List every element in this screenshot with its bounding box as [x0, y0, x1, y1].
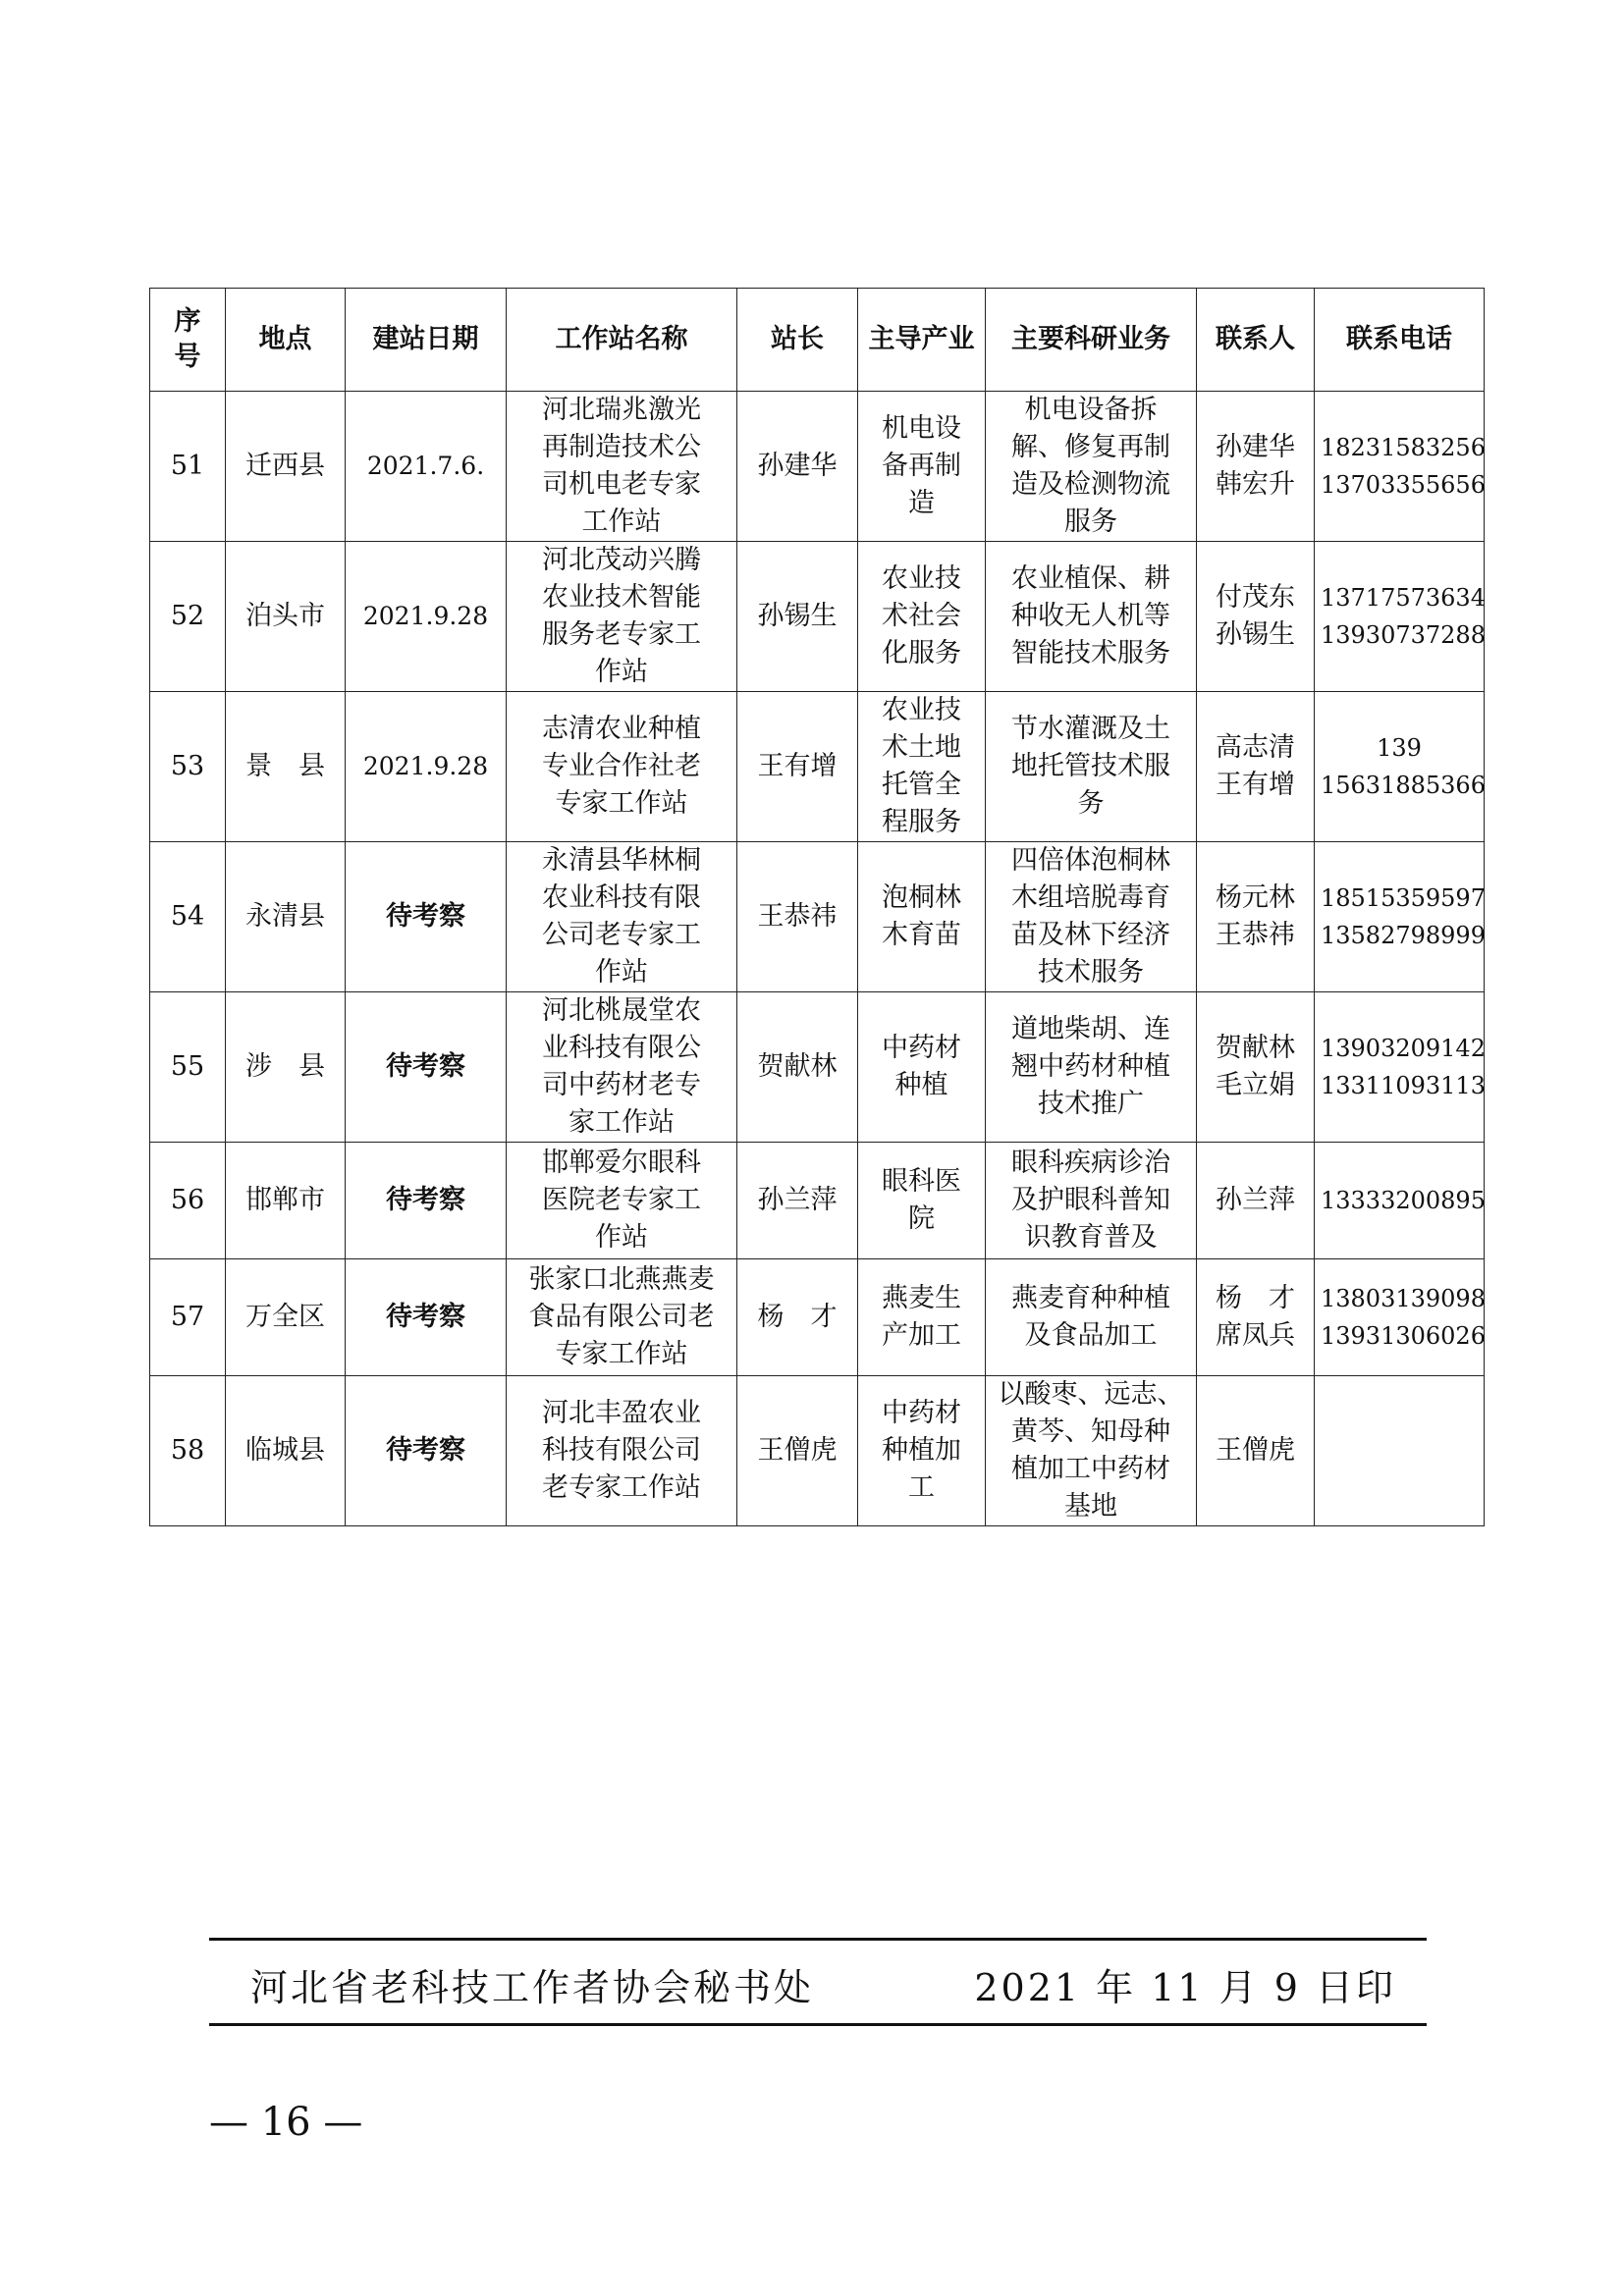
header-business: 主要科研业务	[986, 289, 1197, 392]
cell-location: 临城县	[226, 1376, 346, 1526]
cell-industry-line: 备再制	[882, 451, 961, 481]
cell-business-line: 技术服务	[1038, 957, 1144, 988]
cell-contact-line: 高志清	[1216, 732, 1295, 763]
cell-phone-line: 13930737288	[1321, 621, 1486, 649]
table-row	[150, 1259, 1485, 1376]
cell-phone-line: 13931306026	[1321, 1322, 1486, 1350]
cell-industry	[858, 392, 986, 542]
cell-phone-line: 13333200895	[1321, 1187, 1486, 1214]
footer-org: 河北省老科技工作者协会秘书处	[250, 1966, 815, 2009]
cell-contact-line: 杨 才	[1216, 1283, 1295, 1313]
header-location: 地点	[226, 289, 346, 392]
cell-business-line: 智能技术服务	[1011, 638, 1170, 668]
header-date: 建站日期	[346, 289, 507, 392]
cell-location: 永清县	[226, 842, 346, 992]
cell-name	[507, 1143, 737, 1259]
cell-industry-line: 院	[908, 1203, 935, 1234]
cell-head: 王僧虎	[737, 1376, 858, 1526]
cell-business-line: 种收无人机等	[1011, 601, 1170, 631]
cell-contact	[1197, 542, 1315, 692]
cell-seq: 51	[150, 392, 226, 542]
cell-name	[507, 692, 737, 842]
cell-phone-line: 139	[1377, 734, 1422, 762]
cell-contact-line: 王僧虎	[1216, 1435, 1295, 1466]
cell-phone-line: 15631885366	[1321, 772, 1486, 799]
cell-name-line: 河北瑞兆激光	[542, 395, 701, 425]
cell-name-line: 河北丰盈农业	[542, 1398, 701, 1428]
cell-industry-line: 术社会	[882, 601, 961, 631]
cell-industry	[858, 692, 986, 842]
cell-name-line: 邯郸爱尔眼科	[542, 1148, 701, 1178]
cell-head: 王有增	[737, 692, 858, 842]
cell-contact	[1197, 692, 1315, 842]
cell-industry-line: 眼科医	[882, 1166, 961, 1197]
cell-business-line: 及护眼科普知	[1011, 1185, 1170, 1215]
cell-business-line: 翘中药材种植	[1011, 1051, 1170, 1082]
cell-phone-line: 18515359597	[1321, 884, 1486, 912]
cell-business	[986, 692, 1197, 842]
cell-phone-line: 13311093113	[1321, 1072, 1486, 1099]
footer-print-date: 2021 年 11 月 9 日印	[974, 1966, 1396, 2009]
page-number: — 16 —	[209, 2100, 363, 2145]
cell-seq: 54	[150, 842, 226, 992]
cell-phone	[1315, 1376, 1485, 1526]
cell-business-line: 机电设备拆	[1024, 395, 1158, 425]
cell-industry-line: 种植	[894, 1070, 948, 1100]
cell-name-line: 再制造技术公	[542, 432, 701, 462]
cell-name-line: 专家工作站	[555, 1339, 688, 1369]
cell-business-line: 道地柴胡、连	[1011, 1014, 1170, 1044]
cell-name-line: 业科技有限公	[542, 1033, 701, 1063]
cell-name	[507, 1259, 737, 1376]
cell-date: 待考察	[346, 992, 507, 1143]
cell-name-line: 司机电老专家	[542, 469, 701, 500]
cell-contact-line: 贺献林	[1216, 1033, 1295, 1063]
cell-contact-line: 王恭祎	[1216, 920, 1295, 950]
cell-location: 迁西县	[226, 392, 346, 542]
header-name: 工作站名称	[507, 289, 737, 392]
cell-name	[507, 1376, 737, 1526]
cell-name-line: 永清县华林桐	[542, 845, 701, 876]
table-row	[150, 1376, 1485, 1526]
cell-business-line: 服务	[1064, 507, 1117, 537]
cell-industry-line: 机电设	[882, 413, 961, 444]
cell-business-line: 燕麦育种种植	[1011, 1283, 1170, 1313]
table-row	[150, 842, 1485, 992]
cell-business-line: 解、修复再制	[1011, 432, 1170, 462]
cell-name-line: 食品有限公司老	[528, 1302, 715, 1332]
cell-business-line: 农业植保、耕	[1011, 563, 1170, 594]
cell-industry-line: 木育苗	[882, 920, 961, 950]
cell-seq: 56	[150, 1143, 226, 1259]
cell-industry-line: 种植加	[882, 1435, 961, 1466]
cell-phone	[1315, 992, 1485, 1143]
cell-name-line: 科技有限公司	[542, 1435, 701, 1466]
cell-business-line: 苗及林下经济	[1011, 920, 1170, 950]
header-seq: 序 号	[150, 289, 226, 392]
cell-contact-line: 付茂东	[1216, 582, 1295, 613]
cell-phone	[1315, 842, 1485, 992]
cell-industry-line: 产加工	[882, 1320, 961, 1351]
cell-business-line: 造及检测物流	[1011, 469, 1170, 500]
header-phone: 联系电话	[1315, 289, 1485, 392]
cell-date: 2021.9.28	[346, 692, 507, 842]
cell-industry-line: 造	[908, 488, 935, 518]
cell-contact-line: 孙兰萍	[1216, 1185, 1295, 1215]
cell-contact	[1197, 392, 1315, 542]
cell-head: 贺献林	[737, 992, 858, 1143]
footer-rule-top	[209, 1938, 1427, 1941]
cell-name-line: 服务老专家工	[542, 619, 701, 650]
cell-location: 涉 县	[226, 992, 346, 1143]
cell-date: 2021.7.6.	[346, 392, 507, 542]
cell-business-line: 基地	[1064, 1491, 1117, 1522]
table-row	[150, 542, 1485, 692]
cell-date: 2021.9.28	[346, 542, 507, 692]
cell-contact	[1197, 1259, 1315, 1376]
cell-industry-line: 术土地	[882, 732, 961, 763]
cell-industry-line: 农业技	[882, 695, 961, 725]
cell-name	[507, 392, 737, 542]
cell-business	[986, 992, 1197, 1143]
cell-location: 泊头市	[226, 542, 346, 692]
cell-name-line: 专家工作站	[555, 788, 688, 819]
cell-name-line: 专业合作社老	[542, 751, 701, 781]
cell-industry-line: 程服务	[882, 807, 961, 837]
cell-location: 万全区	[226, 1259, 346, 1376]
cell-business	[986, 1376, 1197, 1526]
cell-date: 待考察	[346, 842, 507, 992]
cell-business-line: 地托管技术服	[1011, 751, 1170, 781]
footer-rule-bottom	[209, 2023, 1427, 2026]
cell-head: 孙锡生	[737, 542, 858, 692]
cell-contact	[1197, 842, 1315, 992]
cell-name	[507, 842, 737, 992]
cell-name-line: 工作站	[581, 507, 662, 537]
cell-head: 孙兰萍	[737, 1143, 858, 1259]
cell-head: 孙建华	[737, 392, 858, 542]
cell-phone-line: 13717573634	[1321, 584, 1486, 612]
table-row	[150, 392, 1485, 542]
cell-name-line: 作站	[595, 657, 648, 687]
cell-phone	[1315, 692, 1485, 842]
cell-business-line: 技术推广	[1038, 1089, 1144, 1119]
cell-industry-line: 燕麦生	[882, 1283, 961, 1313]
cell-contact-line: 韩宏升	[1216, 469, 1295, 500]
header-industry: 主导产业	[858, 289, 986, 392]
cell-business-line: 节水灌溉及土	[1011, 714, 1170, 744]
cell-location: 邯郸市	[226, 1143, 346, 1259]
cell-industry	[858, 992, 986, 1143]
cell-phone-line: 13903209142	[1321, 1035, 1486, 1062]
table-header-row	[150, 289, 1485, 392]
cell-contact-line: 毛立娟	[1216, 1070, 1295, 1100]
cell-phone	[1315, 1143, 1485, 1259]
cell-name-line: 家工作站	[568, 1107, 675, 1138]
cell-location: 景 县	[226, 692, 346, 842]
cell-date: 待考察	[346, 1259, 507, 1376]
cell-name	[507, 542, 737, 692]
table-body	[150, 392, 1485, 1526]
cell-business	[986, 1143, 1197, 1259]
cell-industry	[858, 1143, 986, 1259]
cell-name-line: 老专家工作站	[542, 1472, 701, 1503]
cell-name-line: 作站	[595, 957, 648, 988]
cell-phone-line: 13803139098	[1321, 1285, 1486, 1312]
cell-contact-line: 杨元林	[1216, 882, 1295, 913]
cell-phone-line: 18231583256	[1321, 434, 1486, 461]
header-contact: 联系人	[1197, 289, 1315, 392]
cell-name-line: 农业技术智能	[542, 582, 701, 613]
cell-contact	[1197, 992, 1315, 1143]
cell-business-line: 黄芩、知母种	[1011, 1416, 1170, 1447]
cell-name-line: 志清农业种植	[542, 714, 701, 744]
cell-business-line: 植加工中药材	[1011, 1454, 1170, 1484]
cell-phone	[1315, 392, 1485, 542]
cell-industry	[858, 542, 986, 692]
cell-head: 杨 才	[737, 1259, 858, 1376]
cell-name-line: 河北茂动兴腾	[542, 545, 701, 575]
cell-name-line: 作站	[595, 1222, 648, 1253]
cell-industry-line: 中药材	[882, 1398, 961, 1428]
cell-name-line: 河北桃晟堂农	[542, 995, 701, 1026]
cell-seq: 58	[150, 1376, 226, 1526]
cell-date: 待考察	[346, 1143, 507, 1259]
cell-industry-line: 中药材	[882, 1033, 961, 1063]
cell-name-line: 司中药材老专	[542, 1070, 701, 1100]
cell-industry	[858, 1376, 986, 1526]
cell-industry-line: 化服务	[882, 638, 961, 668]
cell-industry-line: 泡桐林	[882, 882, 961, 913]
cell-seq: 57	[150, 1259, 226, 1376]
cell-business	[986, 542, 1197, 692]
cell-contact-line: 席凤兵	[1216, 1320, 1295, 1351]
table-row	[150, 1143, 1485, 1259]
cell-head: 王恭祎	[737, 842, 858, 992]
header-head: 站长	[737, 289, 858, 392]
cell-contact	[1197, 1376, 1315, 1526]
cell-name-line: 张家口北燕燕麦	[528, 1264, 715, 1295]
cell-name	[507, 992, 737, 1143]
cell-phone-line: 13582798999	[1321, 922, 1486, 949]
cell-business-line: 识教育普及	[1024, 1222, 1158, 1253]
cell-business-line: 眼科疾病诊治	[1011, 1148, 1170, 1178]
cell-business	[986, 392, 1197, 542]
table-row	[150, 692, 1485, 842]
cell-phone	[1315, 542, 1485, 692]
cell-name-line: 医院老专家工	[542, 1185, 701, 1215]
cell-business	[986, 1259, 1197, 1376]
table-row	[150, 992, 1485, 1143]
cell-industry-line: 农业技	[882, 563, 961, 594]
cell-name-line: 公司老专家工	[542, 920, 701, 950]
cell-phone	[1315, 1259, 1485, 1376]
cell-business-line: 四倍体泡桐林	[1011, 845, 1170, 876]
cell-contact-line: 王有增	[1216, 770, 1295, 800]
cell-industry-line: 工	[908, 1472, 935, 1503]
cell-industry	[858, 842, 986, 992]
cell-business-line: 及食品加工	[1024, 1320, 1158, 1351]
cell-business-line: 务	[1077, 788, 1105, 819]
cell-date: 待考察	[346, 1376, 507, 1526]
cell-contact	[1197, 1143, 1315, 1259]
cell-seq: 55	[150, 992, 226, 1143]
cell-seq: 53	[150, 692, 226, 842]
cell-contact-line: 孙锡生	[1216, 619, 1295, 650]
cell-name-line: 农业科技有限	[542, 882, 701, 913]
workstation-table	[149, 288, 1485, 1526]
cell-business-line: 木组培脱毒育	[1011, 882, 1170, 913]
cell-contact-line: 孙建华	[1216, 432, 1295, 462]
cell-industry	[858, 1259, 986, 1376]
cell-business	[986, 842, 1197, 992]
cell-industry-line: 托管全	[882, 770, 961, 800]
cell-business-line: 以酸枣、远志、	[998, 1379, 1184, 1410]
cell-seq: 52	[150, 542, 226, 692]
cell-phone-line: 13703355656	[1321, 471, 1486, 499]
